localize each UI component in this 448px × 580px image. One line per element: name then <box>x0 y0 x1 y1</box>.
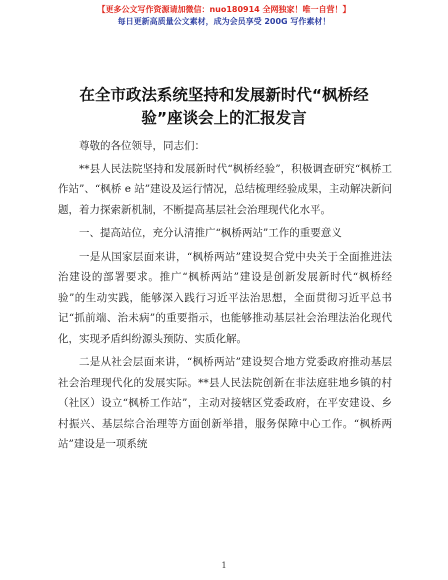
document-title <box>48 84 400 130</box>
header-banner <box>0 4 448 28</box>
banner-update-line: 每日更新高质量公文素材，成为会员享受 200G 写作素材！ <box>117 17 331 26</box>
paragraph-social: 二是从社会层面来讲，“枫桥两站”建设契合地方党委政府推动基层社会治理现代化的发展实际。**县人民法院创新在非法庭驻地乡镇的村（社区）设立“枫桥工作站”，主动对接辖区党委政府，在平安建设、乡村振兴、基层综合治理等方面创新举措，服务保障中心工作。“枫桥两站”建设是一项系统 <box>58 356 392 450</box>
paragraph-intro: **县人民法院坚持和发展新时代“枫桥经验”，积极调查研究“枫桥工作站”、“枫桥 e 站”建设及运行情况，总结梳理经验成果，主动解决新问题，着力探索新机制，不断提高基层社会治理现代化水平。 <box>58 162 392 216</box>
document-body <box>58 136 392 458</box>
greeting: 尊敬的各位领导，同志们： <box>79 140 205 152</box>
page-number: 1 <box>221 561 227 570</box>
title-line-2: 验”座谈会上的汇报发言 <box>141 109 307 127</box>
paragraph-national: 一是从国家层面来讲，“枫桥两站”建设契合党中央关于全面推进法治建设的部署要求。推广“枫桥两站”建设是创新发展新时代“枫桥经验”的生动实践，能够深入践行习近平法治思想，全面贯彻习近平总书记“抓前端、治未病”的重要指示，也能够推动基层社会治理法治化现代化，实现矛盾纠纷源头预防、实质化解。 <box>58 250 392 345</box>
section-heading: 一、提高站位，充分认清推广“枫桥两站”工作的重要意义 <box>79 227 342 239</box>
title-line-1: 在全市政法系统坚持和发展新时代“枫桥经 <box>79 86 369 104</box>
banner-promo-line: 【更多公文写作资源请加微信：nuo180914 全网独家！唯一自营！】 <box>97 5 351 14</box>
